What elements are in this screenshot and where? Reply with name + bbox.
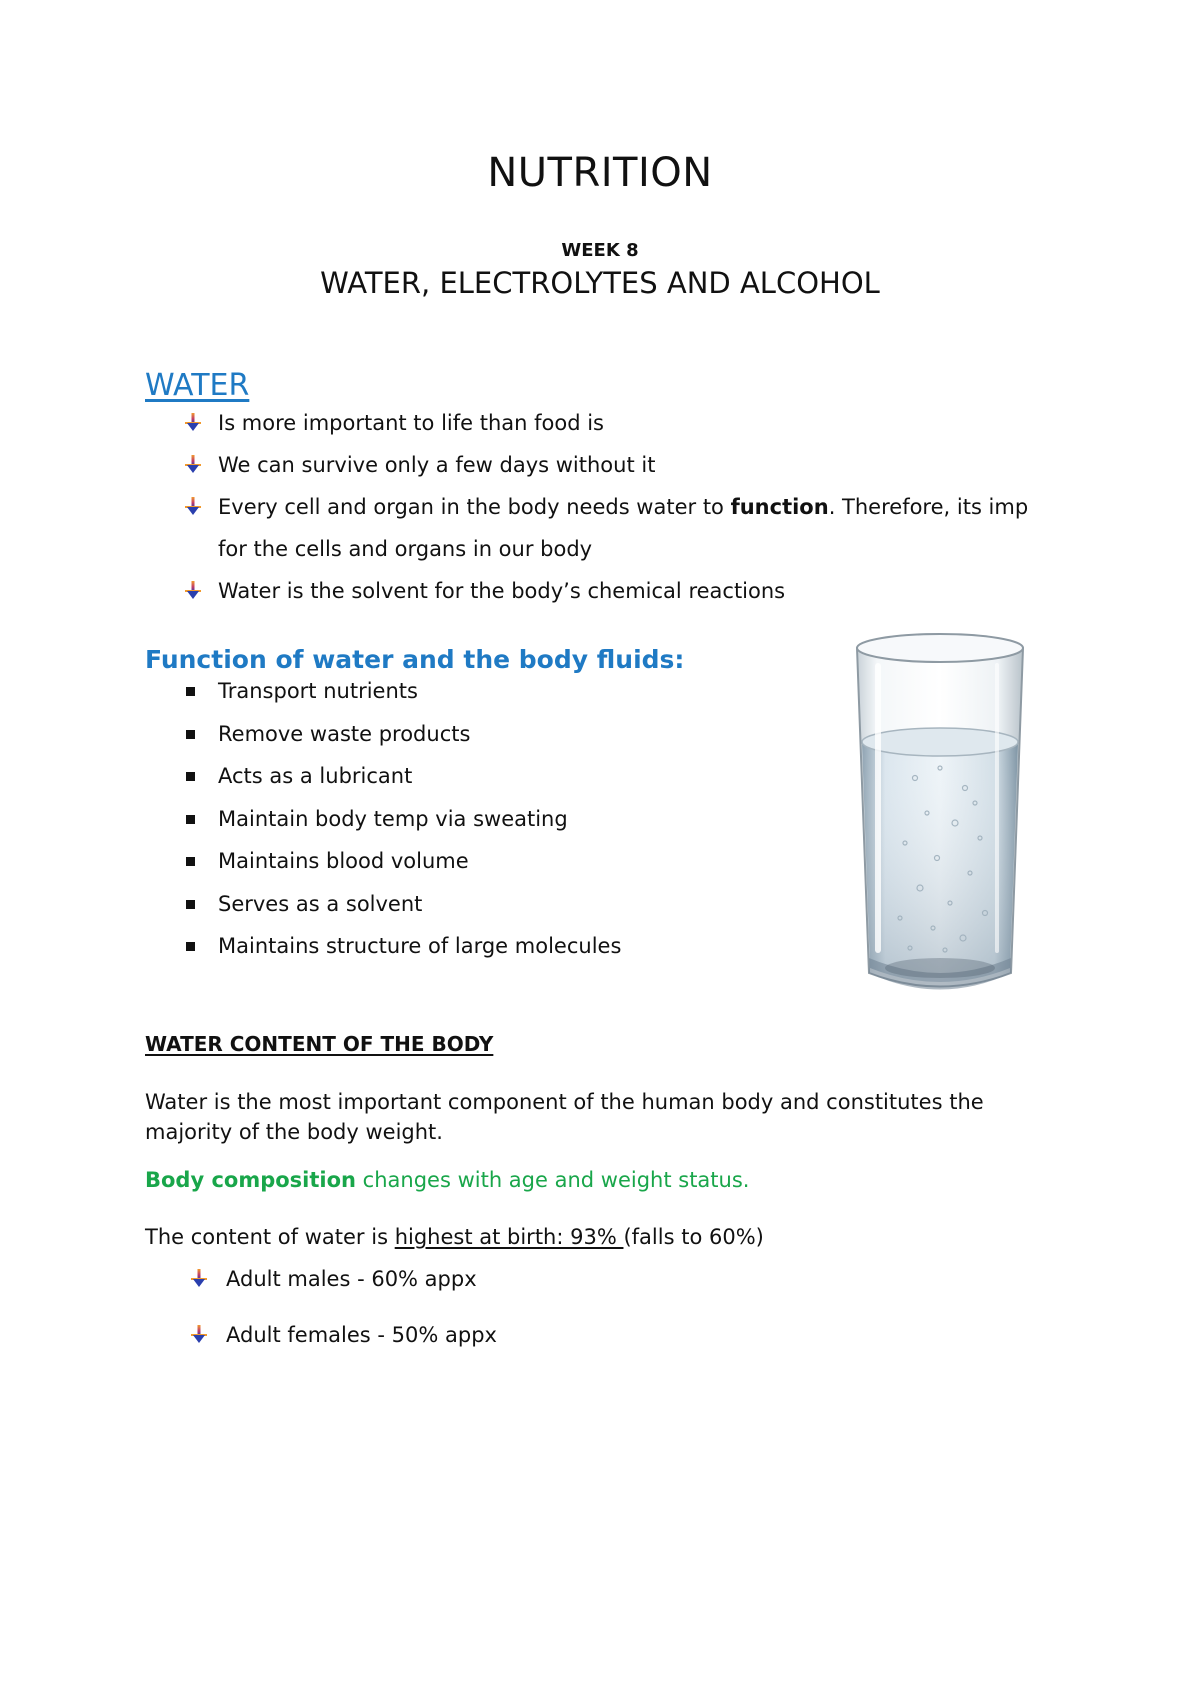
- list-item-continuation: for the cells and organs in our body: [218, 537, 593, 561]
- list-item: [188, 1314, 497, 1370]
- list-item: [182, 402, 1082, 444]
- paragraph-line: Water is the most important component of the human body and constitutes the: [145, 1090, 984, 1114]
- down-arrow-bullet-icon: [182, 453, 204, 475]
- water-content-paragraph: [145, 1087, 1045, 1147]
- week-label: WEEK 8: [561, 240, 639, 261]
- list-item-text: Is more important to life than food is: [218, 411, 604, 435]
- down-arrow-bullet-icon: [182, 495, 204, 517]
- list-item-text: Adult males - 60% appx: [226, 1267, 477, 1291]
- water-content-heading: WATER CONTENT OF THE BODY: [145, 1032, 494, 1056]
- list-item: [182, 486, 1082, 570]
- function-emphasis: function: [730, 495, 829, 519]
- water-glass-illustration: [845, 628, 1035, 1008]
- list-item-text: We can survive only a few days without it: [218, 453, 656, 477]
- water-facts-list: [182, 402, 1082, 612]
- square-bullet-icon: [186, 687, 195, 696]
- list-item-text: Transport nutrients: [218, 679, 418, 703]
- square-bullet-icon: [186, 815, 195, 824]
- list-item: [182, 670, 822, 713]
- body-composition-line: [145, 1168, 749, 1192]
- list-item: [182, 444, 1082, 486]
- list-item: [182, 755, 822, 798]
- list-item-text: Maintains blood volume: [218, 849, 469, 873]
- list-item-text: Serves as a solvent: [218, 891, 423, 916]
- content-text: (falls to 60%): [623, 1225, 764, 1249]
- list-item-text: Adult females - 50% appx: [226, 1323, 497, 1347]
- down-arrow-bullet-icon: [182, 411, 204, 433]
- list-item-text: Every cell and organ in the body needs water to: [218, 495, 731, 519]
- body-composition-emphasis: Body composition: [145, 1168, 356, 1192]
- highest-at-birth-text: highest at birth: 93%: [394, 1225, 624, 1249]
- body-composition-text: changes with age and weight status.: [356, 1168, 750, 1192]
- down-arrow-bullet-icon: [182, 579, 204, 601]
- document-title: NUTRITION: [487, 150, 713, 196]
- square-bullet-icon: [186, 772, 195, 781]
- function-heading: Function of water and the body fluids:: [145, 645, 685, 674]
- function-list: [182, 670, 822, 968]
- content-text: The content of water is: [145, 1225, 395, 1249]
- down-arrow-bullet-icon: [188, 1267, 210, 1289]
- list-item-text: Acts as a lubricant: [218, 764, 413, 788]
- list-item: [182, 798, 822, 841]
- list-item-text: Maintains structure of large molecules: [218, 934, 622, 958]
- document-subtitle: WATER, ELECTROLYTES AND ALCOHOL: [320, 266, 880, 300]
- square-bullet-icon: [186, 942, 195, 951]
- list-item-text: Water is the solvent for the body’s chemical reactions: [218, 579, 786, 603]
- paragraph-line: majority of the body weight.: [145, 1120, 443, 1144]
- square-bullet-icon: [186, 900, 195, 909]
- adult-water-list: [188, 1258, 497, 1370]
- water-heading: WATER: [145, 368, 250, 403]
- list-item: [182, 570, 1082, 612]
- square-bullet-icon: [186, 730, 195, 739]
- list-item: [182, 713, 822, 756]
- down-arrow-bullet-icon: [188, 1323, 210, 1345]
- list-item: [188, 1258, 497, 1314]
- list-item: [182, 883, 822, 926]
- list-item-text: Remove waste products: [218, 721, 471, 746]
- water-content-line: [145, 1225, 764, 1249]
- list-item: [182, 925, 822, 968]
- list-item-text: . Therefore, its imp: [828, 495, 1029, 519]
- square-bullet-icon: [186, 857, 195, 866]
- list-item-text: Maintain body temp via sweating: [218, 806, 568, 831]
- list-item: [182, 840, 822, 883]
